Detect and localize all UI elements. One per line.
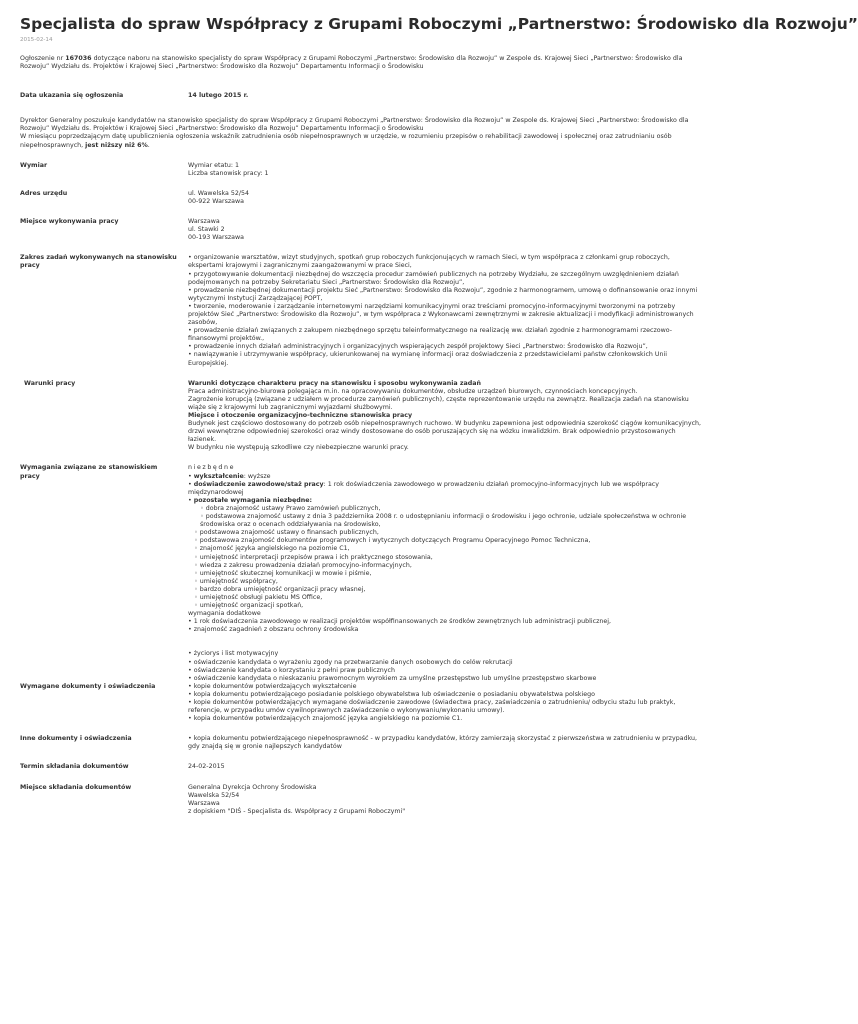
page-title: Specjalista do spraw Współpracy z Grupami Roboczymi „Partnerstwo: Środowisko dla Rozwoju” xyxy=(20,15,858,33)
list-item: • 1 rok doświadczenia zawodowego w realizacji projektów współfinansowanych ze środków zewnętrznych lub administracji publicznej, xyxy=(188,618,705,626)
list-item: • prowadzenie działań związanych z zakupem niezbędnego sprzętu teleinformatycznego na realizację ww. działań zgodnie z harmonogramami rzeczowo-finansowymi projektów., xyxy=(188,327,705,343)
list-item: ◦ dobra znajomość ustawy Prawo zamówień publicznych, xyxy=(188,505,705,513)
director-text: Dyrektor Generalny poszukuje kandydatów na stanowisko specjalisty do spraw Współpracy z Grupami Roboczymi „Partnerstwo: Środowisko dla Rozwoju” w Zespole ds. Krajowej Sieci „Partnerstwo: Środowisko dla Rozwoju” Wydziału ds. Projektów i Krajowej Sieci „Partnerstwo: Środowisko dla Rozwoju” Departamentu Informacji o Środowisku W miesiącu poprzedzającym datę upublicznienia ogłoszenia wskaźnik zatrudnienia osób niepełnosprawnych w urzędzie, w rozumieniu przepisów o rehabilitacji zawodowej i społecznej oraz zatrudnianiu osób niepełnosprawnych, jest niższy niż 6%. xyxy=(20,117,689,149)
list-item: • prowadzenie innych działań administracyjnych i organizacyjnych wspierających zespół projektowy Sieci „Partnerstwo: Środowisko dla Rozwoju”, xyxy=(188,343,705,351)
list-item: ◦ podstawowa znajomość dokumentów programowych i wytycznych dotyczących Programu Operacyjnego Pomoc Techniczna, xyxy=(188,537,705,545)
list-item: ◦ umiejętność współpracy, xyxy=(188,578,705,586)
list-item: • prowadzenie niezbędnej dokumentacji projektu Sieć „Partnerstwo: Środowisko dla Rozwoju”, zgodnie z harmonogramem, umową o dofinansowanie oraz innymi wytycznymi Instytucji Zarządzającej POPT, xyxy=(188,287,705,303)
list-item: • kopia dokumentów potwierdzających znajomość języka angielskiego na poziomie C1. xyxy=(188,715,705,723)
list-item: ◦ umiejętność interpretacji przepisów prawa i ich praktycznego stosowania, xyxy=(188,554,705,562)
wymiar-row: Wymiar Wymiar etatu: 1 Liczba stanowisk pracy: 1 xyxy=(20,161,269,177)
warunki-row: Warunki pracy Warunki dotyczące charakteru pracy na stanowisku i sposobu wykonywania zadań Praca administracyjno-biurowa polegająca m.in. na opracowywaniu dokumentów, obsłudze urządzeń biurowych, czynnościach koncepcyjnych. Zagrożenie korupcją (związane z udziałem w procedurze zamówień publicznych), częste reprezentowanie urzędu na zewnątrz. Realizacja zadań na stanowisku wiąże się z krajowymi lub zagranicznymi wyjazdami służbowymi. Miejsce i otoczenie organizacyjno-techniczne stanowiska pracy Budynek jest częściowo dostosowany do potrzeb osób niepełnosprawnych ruchowo. W budynku zapewniona jest odpowiednia szerokość ciągów komunikacyjnych, drzwi wewnętrzne odpowiedniej szerokości oraz windy dostosowane do osób poruszających się na wózku inwalidzkim. Brak odpowiednio przystosowanych łazienek. W budynku nie występują szkodliwe czy niebezpieczne warunki pracy. xyxy=(24,379,702,452)
list-item: • organizowanie warsztatów, wizyt studyjnych, spotkań grup roboczych funkcjonujących w ramach Sieci, w tym współpraca z członkami grup roboczych, ekspertami krajowymi i zagranicznymi zaangażowanymi w prace Sieci, xyxy=(188,254,705,270)
list-item: • kopia dokumentu potwierdzającego posiadanie polskiego obywatelstwa lub oświadczenie o posiadaniu obywatelstwa polskiego xyxy=(188,691,705,699)
dokumenty-row: Wymagane dokumenty i oświadczenia • życiorys i list motywacyjny • oświadczenie kandydata o wyrażeniu zgody na przetwarzanie danych osobowych do celów rekrutacji • oświadczenie kandydata o korzystaniu z pełni praw publicznych • oświadczenie kandydata o nieskazaniu prawomocnym wyrokiem za umyślne przestępstwo lub umyślne przestępstwo skarbowe • kopie dokumentów potwierdzających wykształcenie • kopia dokumentu potwierdzającego posiadanie polskiego obywatelstwa lub oświadczenie o posiadaniu obywatelstwa polskiego • kopie dokumentów potwierdzających wymagane doświadczenie zawodowe (świadectwa pracy, zaświadczenia o zatrudnieniu/ odbyciu stażu lub praktyk, referencje, w przypadku umów cywilnoprawnych zaświadczenie o wykonywaniu/wykonaniu umowy). • kopia dokumentów potwierdzających znajomość języka angielskiego na poziomie C1. xyxy=(20,650,705,723)
offer-number: 167036 xyxy=(65,55,92,62)
list-item: • kopia dokumentu potwierdzającego niepełnosprawność - w przypadku kandydatów, którzy zamierzają skorzystać z pierwszeństwa w zatrudnieniu w przypadku, gdy znajdą się w gronie najlepszych kandydatów xyxy=(188,735,705,751)
list-item: • kopie dokumentów potwierdzających wykształcenie xyxy=(188,683,705,691)
inne-row: Inne dokumenty i oświadczenia • kopia dokumentu potwierdzającego niepełnosprawność - w przypadku kandydatów, którzy zamierzają skorzystać z pierwszeństwa w zatrudnieniu w przypadku, gdy znajdą się w gronie najlepszych kandydatów xyxy=(20,735,705,751)
list-item: • przygotowywanie dokumentacji niezbędnej do wszczęcia procedur zamówień publicznych na potrzeby Wydziału, ze szczególnym uwzględnieniem działań podejmowanych na potrzeby Sekretariatu Sieci „Partnerstwo: Środowisko dla Rozwoju”, xyxy=(188,271,705,287)
publication-date: 2015-02-14 xyxy=(20,37,53,43)
list-item: • oświadczenie kandydata o wyrażeniu zgody na przetwarzanie danych osobowych do celów rekrutacji xyxy=(188,659,705,667)
intro-text: Ogłoszenie nr 167036 dotyczące naboru na stanowisko specjalisty do spraw Współpracy z Grupami Roboczymi „Partnerstwo: Środowisko dla Rozwoju” w Zespole ds. Krajowej Sieci „Partnerstwo: Środowisko dla Rozwoju” Wydziału ds. Projektów i Krajowej Sieci „Partnerstwo: Środowisko dla Rozwoju” Departamentu Informacji o Środowisku xyxy=(20,55,683,71)
list-item: • znajomość zagadnień z obszaru ochrony środowiska xyxy=(188,626,705,634)
zakres-row: Zakres zadań wykonywanych na stanowisku pracy • organizowanie warsztatów, wizyt studyjnych, spotkań grup roboczych funkcjonujących w ramach Sieci, w tym współpraca z członkami grup roboczych, ekspertami krajowymi i zagranicznymi zaangażowanymi w prace Sieci, • przygotowywanie dokumentacji niezbędnej do wszczęcia procedur zamówień publicznych na potrzeby Wydziału, ze szczególnym uwzględnieniem działań podejmowanych na potrzeby Sekretariatu Sieci „Partnerstwo: Środowisko dla Rozwoju”, • prowadzenie niezbędnej dokumentacji projektu Sieć „Partnerstwo: Środowisko dla Rozwoju”, zgodnie z harmonogramem, umową o dofinansowanie oraz innymi wytycznymi Instytucji Zarządzającej POPT, • tworzenie, moderowanie i zarządzanie internetowymi narzędziami komunikacyjnymi oraz treściami promocyjno-informacyjnymi tworzonymi na potrzeby projektów Sieć „Partnerstwo: Środowisko dla Rozwoju”, w tym współpraca z Wykonawcami zewnętrznymi w zakresie aktualizacji i modyfikacji administrowanych zasobów, • prowadzenie działań związanych z zakupem niezbędnego sprzętu teleinformatycznego na realizację ww. działań zgodnie z harmonogramami rzeczowo-finansowymi projektów., • prowadzenie innych działań administracyjnych i organizacyjnych wspierających zespół projektowy Sieci „Partnerstwo: Środowisko dla Rozwoju”, • nawiązywanie i utrzymywanie współpracy, ukierunkowanej na wymianę informacji oraz doświadczenia z przedstawicielami państw członkowskich Unii Europejskiej. xyxy=(20,254,705,367)
wymagania-row: Wymagania związane ze stanowiskiem pracy niezbędne • wykształcenie: wyższe • doświadczenie zawodowe/staż pracy: 1 rok doświadczenia zawodowego w prowadzeniu działań promocyjno-informacyjnych lub we współpracy międzynarodowej • pozostałe wymagania niezbędne: ◦ dobra znajomość ustawy Prawo zamówień publicznych, ◦ podstawowa znajomość ustawy z dnia 3 października 2008 r. o udostępnianiu informacji o środowisku i jego ochronie, udziale społeczeństwa w ochronie środowiska oraz o ocenach oddziaływania na środowisko, ◦ podstawowa znajomość ustawy o finansach publicznych, ◦ podstawowa znajomość dokumentów programowych i wytycznych dotyczących Programu Operacyjnego Pomoc Techniczna, ◦ znajomość języka angielskiego na poziomie C1, ◦ umiejętność interpretacji przepisów prawa i ich praktycznego stosowania, ◦ wiedza z zakresu prowadzenia działań promocyjno-informacyjnych, ◦ umiejętność skutecznej komunikacji w mowie i piśmie, ◦ umiejętność współpracy, ◦ bardzo dobra umiejętność organizacji pracy własnej, ◦ umiejętność obsługi pakietu MS Office, ◦ umiejętność organizacji spotkań, wymagania dodatkowe • 1 rok doświadczenia zawodowego w realizacji projektów współfinansowanych ze środków zewnętrznych lub administracji publicznej, • znajomość zagadnień z obszaru ochrony środowiska xyxy=(20,464,705,634)
announce-row xyxy=(20,92,705,100)
list-item: ◦ wiedza z zakresu prowadzenia działań promocyjno-informacyjnych, xyxy=(188,562,705,570)
list-item: ◦ umiejętność obsługi pakietu MS Office, xyxy=(188,594,705,602)
list-item: • nawiązywanie i utrzymywanie współpracy, ukierunkowanej na wymianę informacji oraz doświadczenia z przedstawicielami państw członkowskich Unii Europejskiej. xyxy=(188,351,705,367)
list-item: • oświadczenie kandydata o korzystaniu z pełni praw publicznych xyxy=(188,667,705,675)
list-item: ◦ umiejętność organizacji spotkań, xyxy=(188,602,705,610)
list-item: ◦ bardzo dobra umiejętność organizacji pracy własnej, xyxy=(188,586,705,594)
miejsce-row: Miejsce wykonywania pracy Warszawa ul. Stawki 2 00-193 Warszawa xyxy=(20,218,245,242)
announce-value: 14 lutego 2015 r. xyxy=(188,92,249,100)
list-item: • tworzenie, moderowanie i zarządzanie internetowymi narzędziami komunikacyjnymi oraz treściami promocyjno-informacyjnymi tworzonymi na potrzeby projektów Sieć „Partnerstwo: Środowisko dla Rozwoju”, w tym współpraca z Wykonawcami zewnętrznymi w zakresie aktualizacji i modyfikacji administrowanych zasobów, xyxy=(188,303,705,327)
adres-row: Adres urzędu ul. Wawelska 52/54 00-922 Warszawa xyxy=(20,189,250,205)
list-item: • kopie dokumentów potwierdzających wymagane doświadczenie zawodowe (świadectwa pracy, zaświadczenia o zatrudnieniu/ odbyciu stażu lub praktyk, referencje, w przypadku umów cywilnoprawnych zaświadczenie o wykonywaniu/wykonaniu umowy). xyxy=(188,699,705,715)
list-item: • oświadczenie kandydata o nieskazaniu prawomocnym wyrokiem za umyślne przestępstwo lub umyślne przestępstwo skarbowe xyxy=(188,675,705,683)
list-item: ◦ znajomość języka angielskiego na poziomie C1, xyxy=(188,545,705,553)
miejsce-skladania-row: Miejsce składania dokumentów Generalna Dyrekcja Ochrony Środowiska Wawelska 52/54 Warszawa z dopiskiem "DIŚ - Specjalista ds. Współpracy z Grupami Roboczymi" xyxy=(20,783,406,815)
list-item: ◦ umiejętność skutecznej komunikacji w mowie i piśmie, xyxy=(188,570,705,578)
list-item: ◦ podstawowa znajomość ustawy z dnia 3 października 2008 r. o udostępnianiu informacji o środowisku i jego ochronie, udziale społeczeństwa w ochronie środowiska oraz o ocenach oddziaływania na środowisko, xyxy=(188,513,705,529)
deadline-value: 24-02-2015 xyxy=(188,763,225,771)
list-item: • życiorys i list motywacyjny xyxy=(188,650,705,658)
list-item: ◦ podstawowa znajomość ustawy o finansach publicznych, xyxy=(188,529,705,537)
termin-row: Termin składania dokumentów 24-02-2015 xyxy=(20,763,705,771)
announce-label: Data ukazania się ogłoszenia xyxy=(20,92,124,100)
